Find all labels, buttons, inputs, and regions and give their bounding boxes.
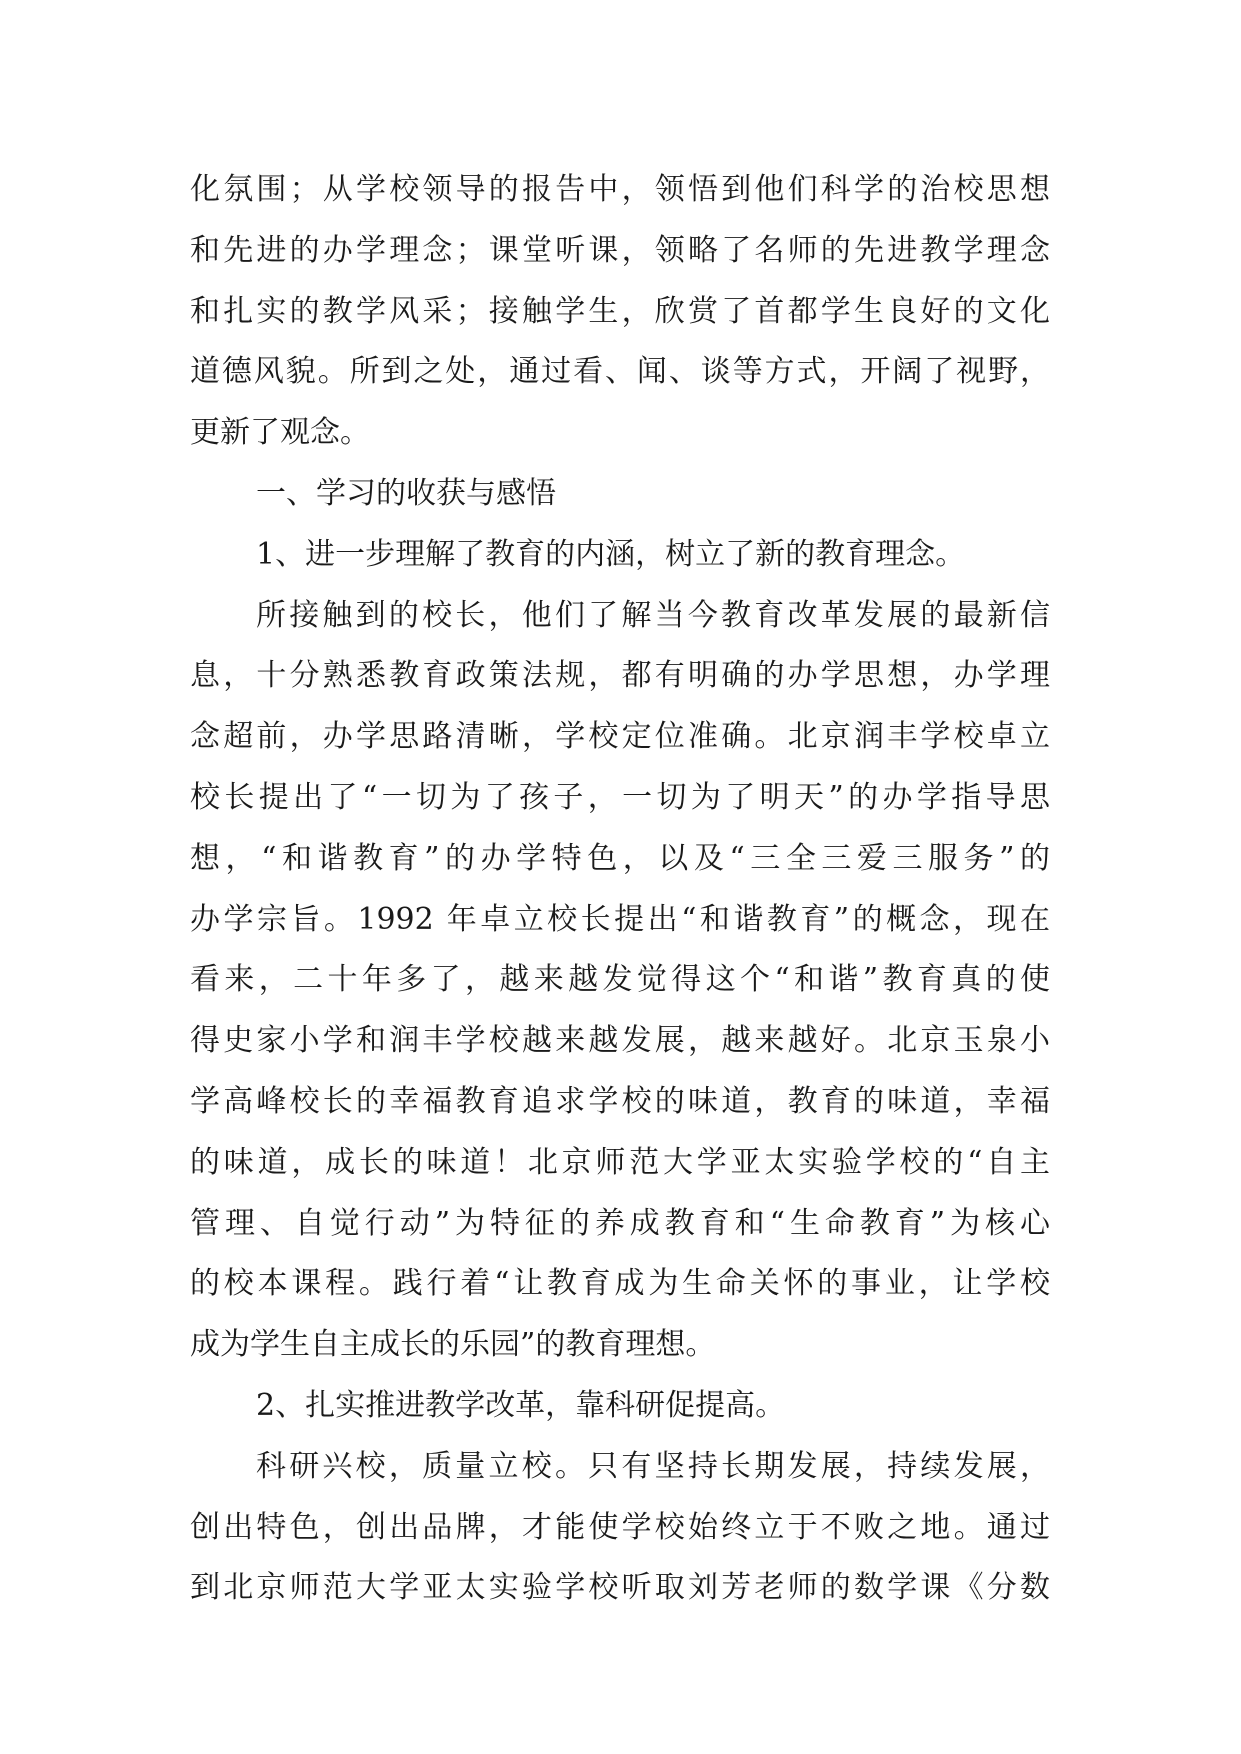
text-line: 和扎实的教学风采；接触学生，欣赏了首都学生良好的文化 [190, 293, 1050, 329]
text-line: 道德风貌。所到之处，通过看、闻、谈等方式，开阔了视野， [190, 354, 1050, 390]
text-line: 管理、自觉行动”为特征的养成教育和“生命教育”为核心 [190, 1205, 1050, 1241]
text-line: 科研兴校，质量立校。只有坚持长期发展，持续发展， [256, 1448, 1050, 1484]
text-line: 成为学生自主成长的乐园”的教育理想。 [190, 1327, 716, 1363]
text-line: 2、扎实推进教学改革，靠科研促提高。 [256, 1387, 786, 1423]
text-line: 一、学习的收获与感悟 [256, 475, 556, 511]
text-line: 看来，二十年多了，越来越发觉得这个“和谐”教育真的使 [190, 962, 1050, 998]
document-body [190, 160, 1050, 1619]
text-line: 的味道，成长的味道！北京师范大学亚太实验学校的“自主 [190, 1144, 1050, 1180]
text-line: 念超前，办学思路清晰，学校定位准确。北京润丰学校卓立 [190, 719, 1050, 755]
text-line: 创出特色，创出品牌，才能使学校始终立于不败之地。通过 [190, 1509, 1050, 1545]
text-line: 想，“和谐教育”的办学特色，以及“三全三爱三服务”的 [190, 840, 1050, 876]
text-line: 得史家小学和润丰学校越来越发展，越来越好。北京玉泉小 [190, 1023, 1050, 1059]
text-line: 更新了观念。 [190, 415, 370, 451]
text-line: 学高峰校长的幸福教育追求学校的味道，教育的味道，幸福 [190, 1083, 1050, 1119]
text-line: 到北京师范大学亚太实验学校听取刘芳老师的数学课《分数 [190, 1570, 1050, 1606]
text-line: 所接触到的校长，他们了解当今教育改革发展的最新信 [256, 597, 1050, 633]
text-line: 1、进一步理解了教育的内涵，树立了新的教育理念。 [256, 536, 966, 572]
text-line: 和先进的办学理念；课堂听课，领略了名师的先进教学理念 [190, 232, 1050, 268]
text-line: 化氛围；从学校领导的报告中，领悟到他们科学的治校思想 [190, 172, 1050, 207]
text-line: 办学宗旨。1992 年卓立校长提出“和谐教育”的概念，现在 [190, 901, 1050, 937]
text-line: 校长提出了“一切为了孩子，一切为了明天”的办学指导思 [190, 779, 1050, 815]
text-line: 的校本课程。践行着“让教育成为生命关怀的事业，让学校 [190, 1266, 1050, 1302]
text-line: 息，十分熟悉教育政策法规，都有明确的办学思想，办学理 [190, 658, 1050, 694]
